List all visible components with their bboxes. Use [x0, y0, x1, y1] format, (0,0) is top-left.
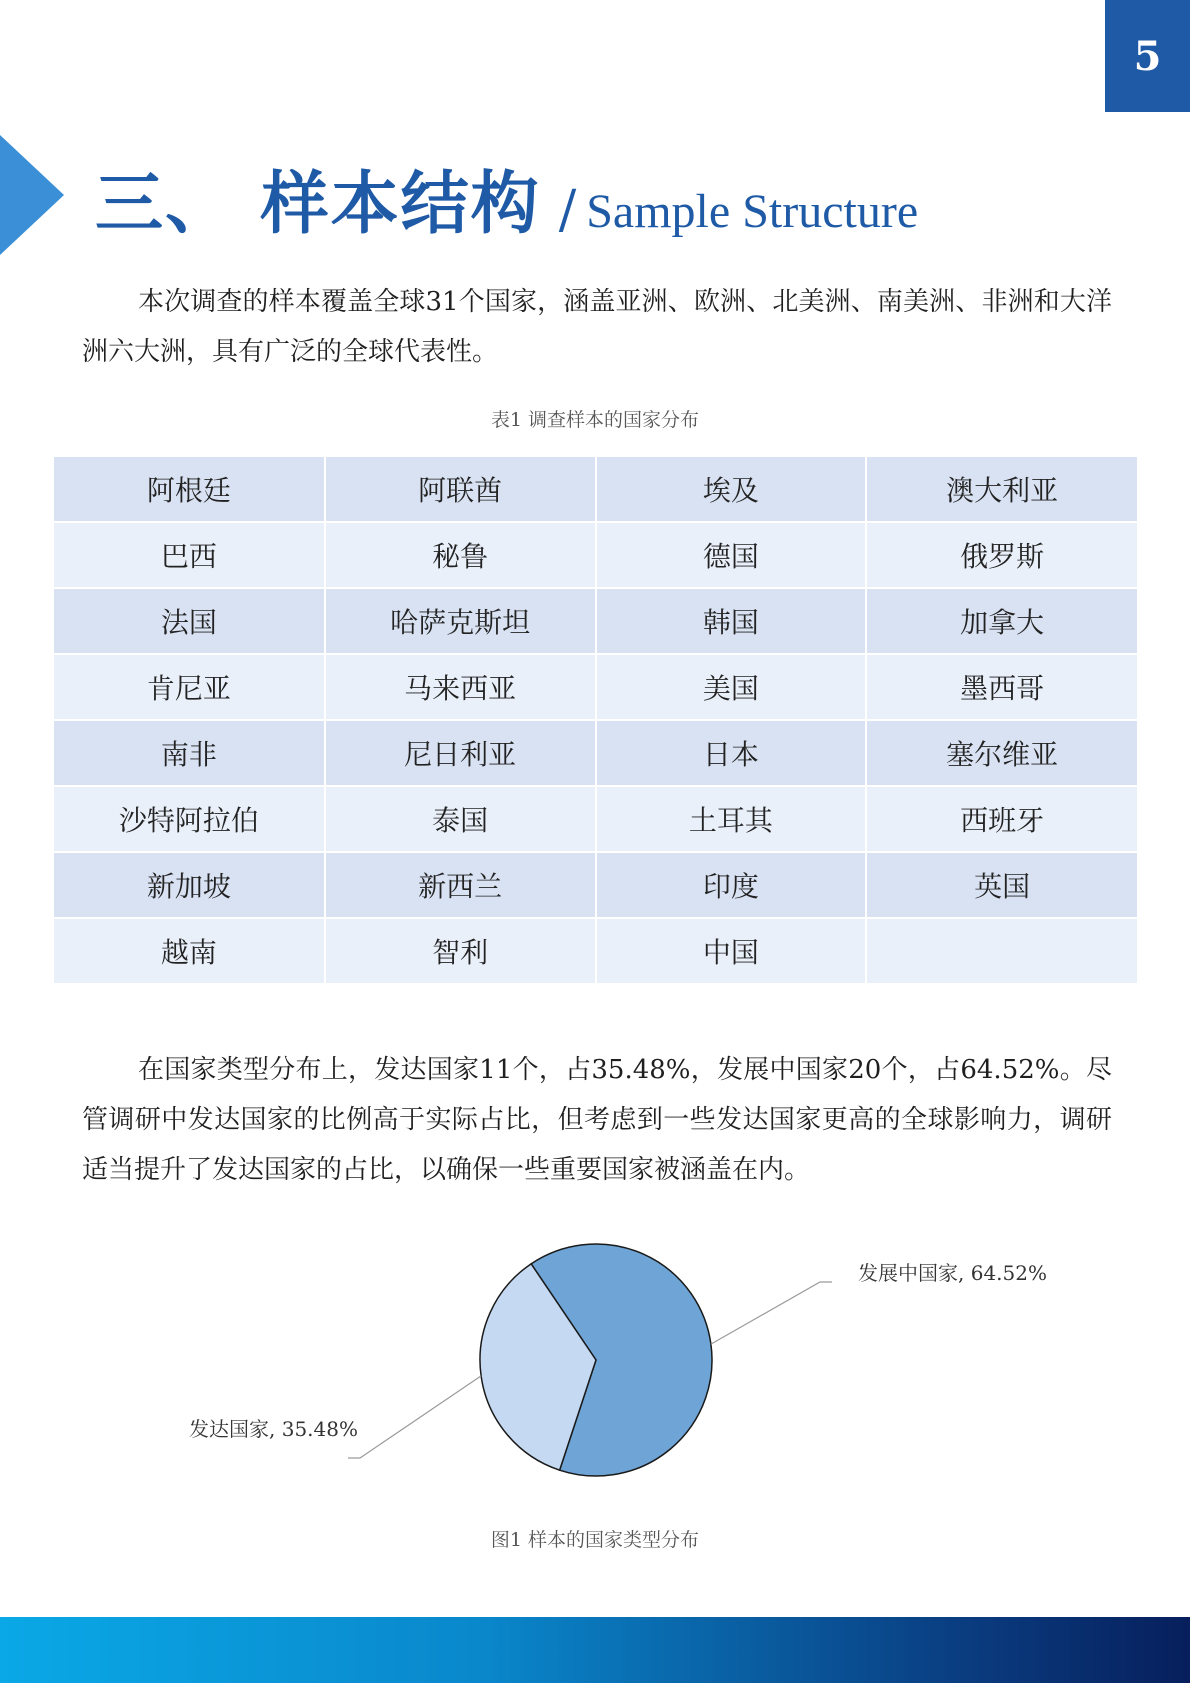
table-cell: 肯尼亚 — [54, 654, 325, 720]
table-cell: 西班牙 — [866, 786, 1137, 852]
table-row — [54, 522, 1137, 588]
table-cell: 塞尔维亚 — [866, 720, 1137, 786]
section-arrow-decoration — [0, 135, 64, 255]
table-cell: 秘鲁 — [325, 522, 596, 588]
section-heading — [95, 150, 918, 247]
table-cell: 俄罗斯 — [866, 522, 1137, 588]
pie-chart — [0, 1230, 1190, 1490]
country-table — [54, 457, 1137, 985]
table-row — [54, 588, 1137, 654]
table-cell: 印度 — [596, 852, 867, 918]
pie-chart-svg — [0, 1230, 1190, 1490]
table-cell: 加拿大 — [866, 588, 1137, 654]
chart-caption: 图1 样本的国家类型分布 — [490, 1529, 700, 1551]
table-cell: 新西兰 — [325, 852, 596, 918]
table-cell: 马来西亚 — [325, 654, 596, 720]
heading-chinese: 三、 样本结构 — [95, 164, 541, 244]
pie-data-label-0: 发展中国家, 64.52% — [858, 1261, 1047, 1285]
table-cell: 德国 — [596, 522, 867, 588]
table-caption: 表1 调查样本的国家分布 — [490, 409, 700, 431]
table-cell: 法国 — [54, 588, 325, 654]
intro-paragraph: 本次调查的样本覆盖全球31个国家，涵盖亚洲、欧洲、北美洲、南美洲、非洲和大洋洲六大洲，具有广泛的全球代表性。 — [82, 287, 1112, 367]
table-cell: 澳大利亚 — [866, 457, 1137, 522]
table-row — [54, 918, 1137, 984]
table-cell: 巴西 — [54, 522, 325, 588]
heading-english: Sample Structure — [586, 185, 919, 238]
table-cell: 英国 — [866, 852, 1137, 918]
table-cell: 日本 — [596, 720, 867, 786]
heading-slash: / — [558, 180, 577, 240]
table-cell: 中国 — [596, 918, 867, 984]
table-row — [54, 852, 1137, 918]
table-row — [54, 786, 1137, 852]
table-row — [54, 457, 1137, 522]
table-cell: 阿联酋 — [325, 457, 596, 522]
pie-leader-line-1 — [348, 1376, 481, 1458]
page-number: 5 — [1133, 32, 1162, 80]
table-cell: 哈萨克斯坦 — [325, 588, 596, 654]
table-cell: 智利 — [325, 918, 596, 984]
footer-band — [0, 1617, 1190, 1683]
pie-data-label-1: 发达国家, 35.48% — [189, 1417, 358, 1441]
table-cell: 沙特阿拉伯 — [54, 786, 325, 852]
table-cell: 美国 — [596, 654, 867, 720]
analysis-paragraph: 在国家类型分布上，发达国家11个，占35.48%，发展中国家20个，占64.52%。尽管调研中发达国家的比例高于实际占比，但考虑到一些发达国家更高的全球影响力，调研适当提升了发达国家的占比，以确保一些重要国家被涵盖在内。 — [82, 1055, 1112, 1185]
table-cell: 土耳其 — [596, 786, 867, 852]
table-row — [54, 654, 1137, 720]
table-cell: 南非 — [54, 720, 325, 786]
table-cell: 墨西哥 — [866, 654, 1137, 720]
page-number-badge — [1105, 0, 1190, 112]
table-cell: 阿根廷 — [54, 457, 325, 522]
table-cell: 泰国 — [325, 786, 596, 852]
table-cell: 韩国 — [596, 588, 867, 654]
pie-leader-line-0 — [711, 1282, 832, 1344]
table-cell: 尼日利亚 — [325, 720, 596, 786]
table-cell: 埃及 — [596, 457, 867, 522]
table-cell — [866, 918, 1137, 984]
table-cell: 越南 — [54, 918, 325, 984]
table-row — [54, 720, 1137, 786]
table-cell: 新加坡 — [54, 852, 325, 918]
